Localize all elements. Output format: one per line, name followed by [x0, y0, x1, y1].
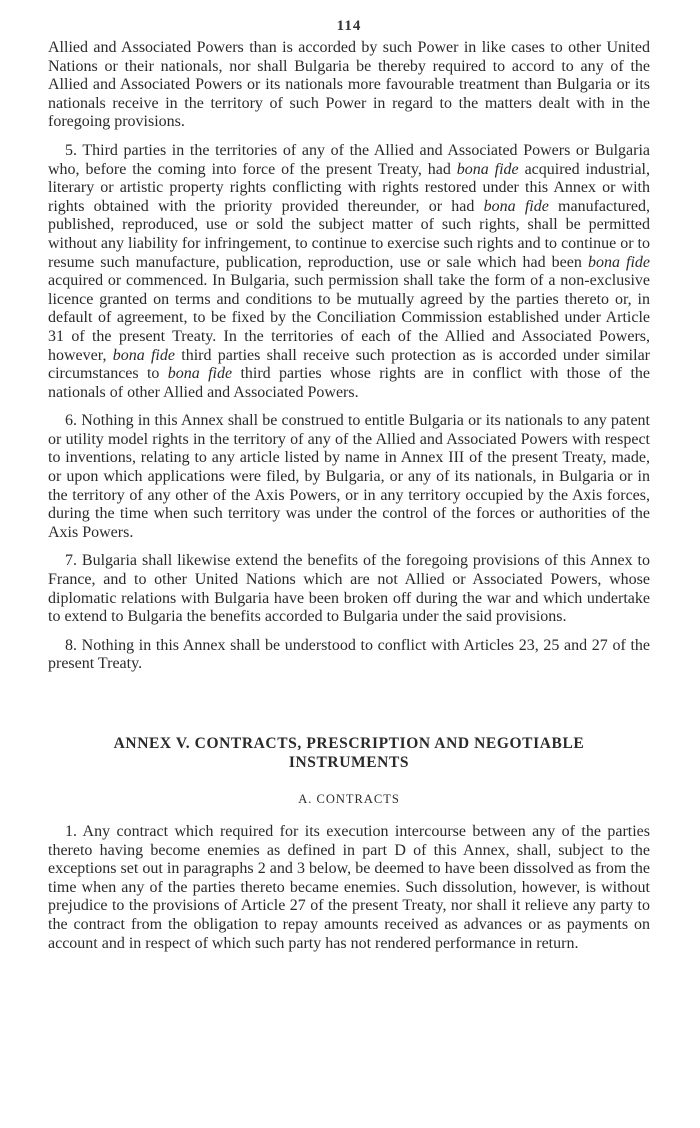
- paragraph-8: 8. Nothing in this Annex shall be understood to conflict with Articles 23, 25 and 27 of the present Treaty.: [48, 636, 650, 673]
- paragraph-5-bona-fide-2: bona fide: [483, 197, 549, 215]
- paragraph-7: 7. Bulgaria shall likewise extend the benefits of the foregoing provisions of this Annex to France, and to other United Nations which are not Allied or Associated Powers, whose diplomatic relations with Bulgaria have been broken off during the war and which undertake to extend to Bulgaria the benefits accorded to Bulgaria under the said provisions.: [48, 552, 650, 626]
- paragraph-5-bona-fide-3: bona fide: [587, 253, 650, 271]
- paragraph-5-text-f: third parties whose rights are in conflict with those of the nationals of other Allied and Associated Powers.: [48, 365, 650, 401]
- paragraph-5-bona-fide-5: bona fide: [167, 365, 233, 383]
- annex-title-line-1: ANNEX V. CONTRACTS, PRESCRIPTION AND NEGOTIABLE: [113, 735, 585, 752]
- paragraph-5-text-c: manufactured, published, reproduced, use or sold the subject matter of such rights, shall be permitted without any liability for infringement, to continue to exercise such rights and to continue or to resume such manufacture, publication, reproduction, use or sale which had been: [48, 197, 651, 271]
- page-number: 114: [336, 18, 362, 34]
- paragraph-5-bona-fide-1: bona fide: [456, 160, 519, 178]
- paragraph-5-bona-fide-4: bona fide: [112, 346, 175, 364]
- section-heading-contracts: A. CONTRACTS: [298, 792, 400, 806]
- document-page: [48, 18, 650, 953]
- annex-title-line-2: INSTRUMENTS: [288, 754, 410, 771]
- annex-paragraph-1: 1. Any contract which required for its execution intercourse between any of the parties thereto having become enemies as defined in part D of this Annex, shall, subject to the exceptions set out in paragraphs 2 and 3 below, be deemed to have been dissolved as from the time when any of the parties thereto became enemies. Such dissolution, however, is without prejudice to the provisions of Article 27 of the present Treaty, nor shall it relieve any party to the contract from the obligation to repay amounts received as advances or as payments on account and in respect of which such party has not rendered performance in return.: [48, 823, 650, 952]
- paragraph-5-text-b: acquired industrial, literary or artistic property rights conflicting with rights restored under this Annex or with rights obtained with the priority provided thereunder, or had: [48, 160, 650, 215]
- paragraph-5-text-e: third parties shall receive such protection as is accorded under similar circumstances to: [48, 346, 650, 383]
- paragraph-5-text-d: acquired or commenced. In Bulgaria, such permission shall take the form of a non-exclusive licence granted on terms and conditions to be mutually agreed by the parties thereto or, in default of agreement, to be fixed by the Conciliation Commission established under Article 31 of the present Treaty. In the territories of each of the Allied and Associated Powers, however,: [48, 272, 650, 364]
- paragraph-5: [48, 142, 650, 402]
- paragraph-5-text-a: 5. Third parties in the territories of any of the Allied and Associated Powers or Bulgaria who, before the coming into force of the present Treaty, had: [48, 141, 650, 178]
- continuation-paragraph: Allied and Associated Powers than is accorded by such Power in like cases to other United Nations or their nationals, nor shall Bulgaria be thereby required to accord to any of the Allied and Associated Powers or its nationals more favourable treatment than Bulgaria or its nationals receive in the territory of such Power in regard to the matters dealt with in the foregoing provisions.: [48, 39, 650, 131]
- paragraph-6: 6. Nothing in this Annex shall be construed to entitle Bulgaria or its nationals to any patent or utility model rights in the territory of any of the Allied and Associated Powers with respect to inventions, relating to any article listed by name in Annex III of the present Treaty, made, or upon which applications were filed, by Bulgaria, or any of its nationals, in Bulgaria or in the territory of any other of the Axis Powers, or in any territory occupied by the Axis forces, during the time when such territory was under the control of the forces or authorities of the Axis Powers.: [48, 412, 650, 541]
